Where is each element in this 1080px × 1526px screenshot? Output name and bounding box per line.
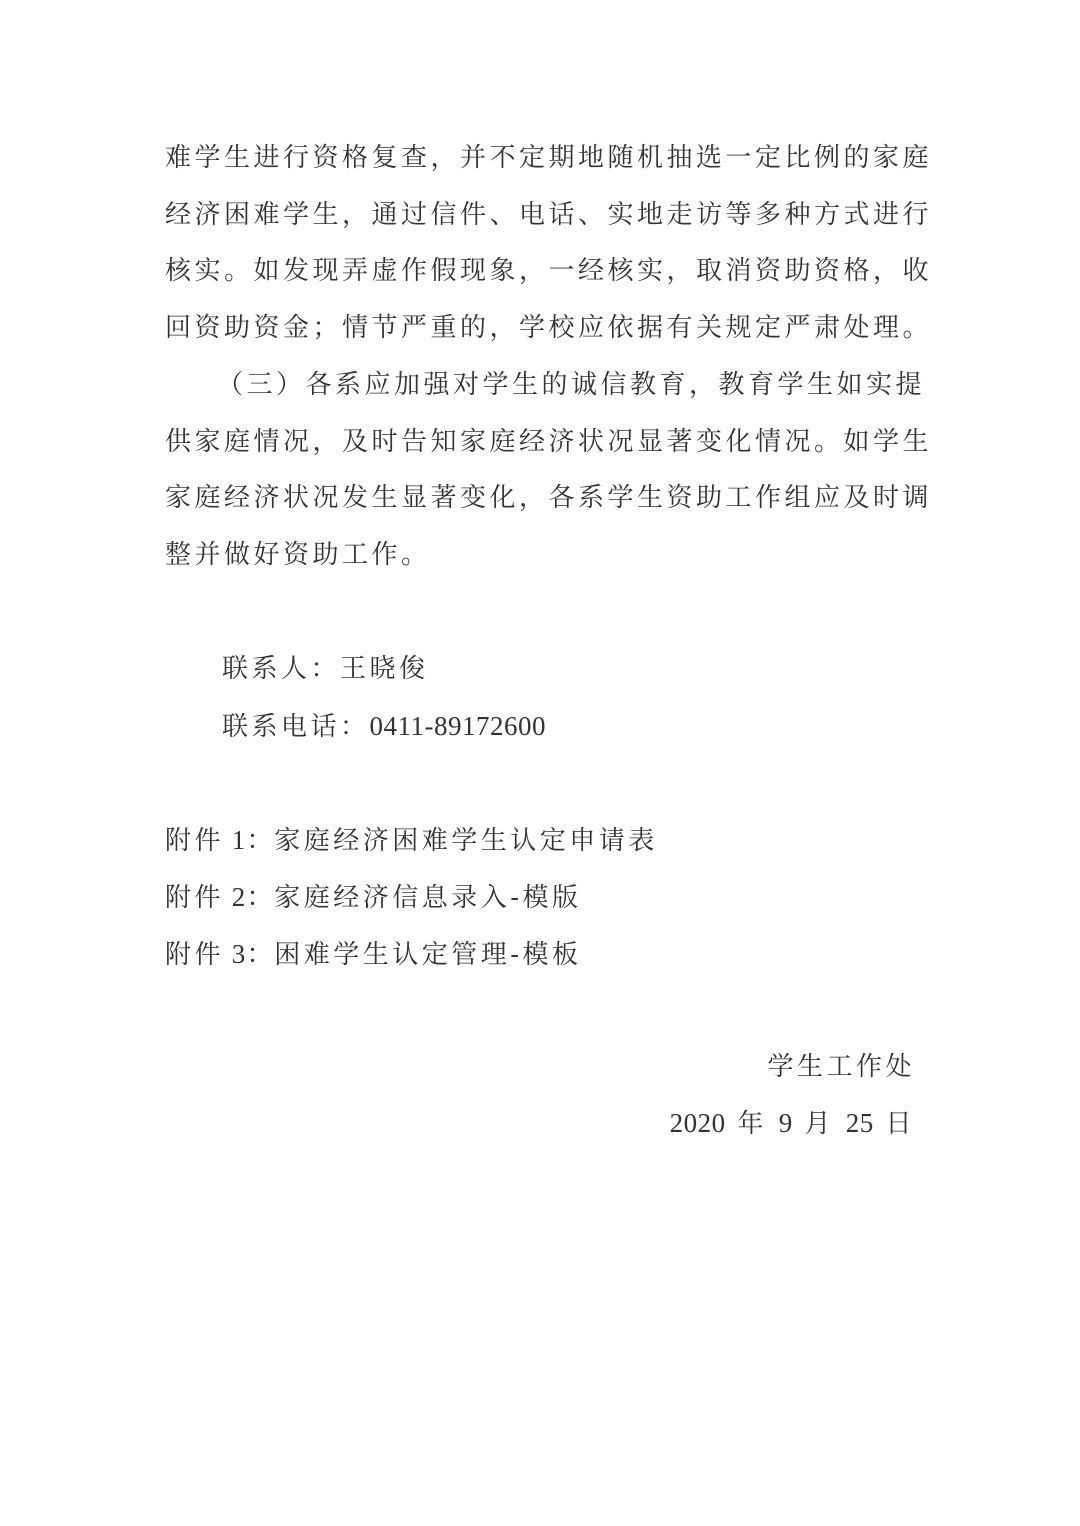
signature-organization: 学生工作处 [767, 1052, 915, 1082]
date-month-unit: 月 [792, 1109, 846, 1139]
contact-phone [222, 706, 546, 743]
attachment-title: 困难学生认定管理-模板 [274, 940, 582, 970]
paragraph-line: 核实。如发现弄虚作假现象，一经核实，取消资助资格，收 [165, 256, 933, 286]
paragraph-line: 难学生进行资格复查，并不定期地随机抽选一定比例的家庭 [165, 143, 933, 173]
date-year: 2020 [669, 1108, 726, 1138]
contact-person-name: 王晓俊 [340, 654, 429, 684]
attachment-label: 附件 [165, 826, 225, 856]
contact-person [222, 648, 429, 685]
date-day-unit: 日 [873, 1109, 915, 1139]
contact-phone-number: 0411-89172600 [369, 711, 547, 741]
attachment-number: 2： [224, 882, 275, 912]
contact-person-label: 联系人： [222, 654, 341, 684]
paragraph-line: 经济困难学生，通过信件、电话、实地走访等多种方式进行 [165, 199, 933, 230]
paragraph-line: 整并做好资助工作。 [165, 539, 431, 570]
paragraph-integrity-education [165, 357, 933, 583]
paragraph-line: 供家庭情况，及时告知家庭经济状况显著变化情况。如学生 [165, 426, 933, 457]
attachment-label: 附件 [165, 883, 225, 913]
attachment-item [165, 875, 582, 914]
attachment-label: 附件 [165, 940, 225, 970]
date-day: 25 [845, 1108, 874, 1138]
date-year-unit: 年 [725, 1109, 779, 1139]
attachment-item [165, 932, 582, 971]
attachment-number: 3： [224, 939, 275, 969]
signature-date [670, 1103, 915, 1140]
attachment-number: 1： [224, 825, 275, 855]
contact-phone-label: 联系电话： [222, 712, 370, 742]
attachment-title: 家庭经济困难学生认定申请表 [274, 826, 658, 856]
paragraph-verification [165, 130, 933, 356]
date-month: 9 [778, 1108, 793, 1138]
attachment-item [165, 818, 658, 857]
attachment-title: 家庭经济信息录入-模版 [274, 883, 582, 913]
paragraph-line: （三）各系应加强对学生的诚信教育，教育学生如实提 [217, 370, 926, 400]
paragraph-line: 回资助资金；情节严重的，学校应依据有关规定严肃处理。 [165, 312, 933, 343]
paragraph-line: 家庭经济状况发生显著变化，各系学生资助工作组应及时调 [165, 483, 933, 513]
